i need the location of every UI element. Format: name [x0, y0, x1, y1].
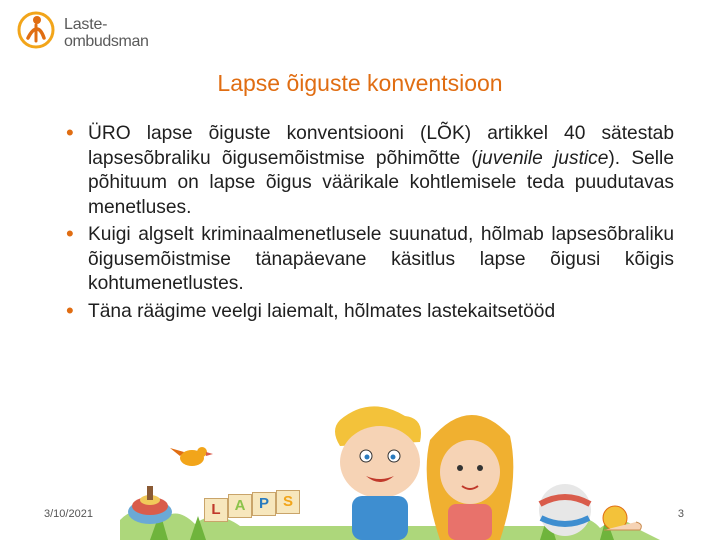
- bullet-dot-icon: •: [66, 120, 74, 145]
- bullet-text: Kuigi algselt kriminaalmenetlusele suunatud, hõlmab lapsesõbraliku õigusemõistmise tänapäevane käsitlus lapse õigusi kõigis kohtumenetlustes.: [88, 224, 674, 294]
- lasteombudsman-logo: [14, 8, 164, 56]
- letter-block: L: [204, 498, 228, 522]
- page-number: 3: [677, 508, 684, 520]
- girl-figure: [427, 415, 514, 540]
- bullet-emphasis: juvenile justice: [477, 147, 609, 169]
- ball-icon: [539, 484, 591, 536]
- slide-title: Lapse õiguste konventsioon: [217, 70, 503, 96]
- letter-block: P: [252, 492, 276, 516]
- bullet-text: Täna räägime veelgi laiemalt, hõlmates lastekaitsetööd: [88, 300, 556, 322]
- children-illustration: [0, 400, 720, 540]
- bullet-item: [62, 223, 674, 297]
- letter-block: A: [228, 494, 252, 518]
- footer-date: 3/10/2021: [44, 508, 93, 520]
- bullet-dot-icon: •: [66, 297, 74, 323]
- bullet-text: ÜRO lapse õiguste konventsiooni (LÕK) artikkel 40 sätestab lapsesõbraliku õigusemõistmise põhimõtte (: [88, 123, 674, 169]
- bullet-dot-icon: •: [66, 221, 74, 246]
- boy-figure: [335, 406, 421, 540]
- bullet-text-after: ). Selle põhituum on lapse õigus väärikale kohtlemisele teda puudutavas menetluses.: [88, 147, 674, 218]
- spinning-top-icon: [128, 486, 172, 524]
- letter-blocks: [204, 490, 304, 522]
- bullet-item: [62, 297, 674, 325]
- bird-icon: [170, 447, 213, 466]
- logo-text-line2: ombudsman: [64, 33, 149, 50]
- snail-icon: [603, 506, 641, 530]
- logo-text-line1: Laste-: [64, 16, 108, 33]
- bullet-list: [62, 122, 674, 327]
- bullet-item: [62, 122, 674, 220]
- letter-block: S: [276, 490, 300, 514]
- child-figure-icon: [14, 8, 58, 52]
